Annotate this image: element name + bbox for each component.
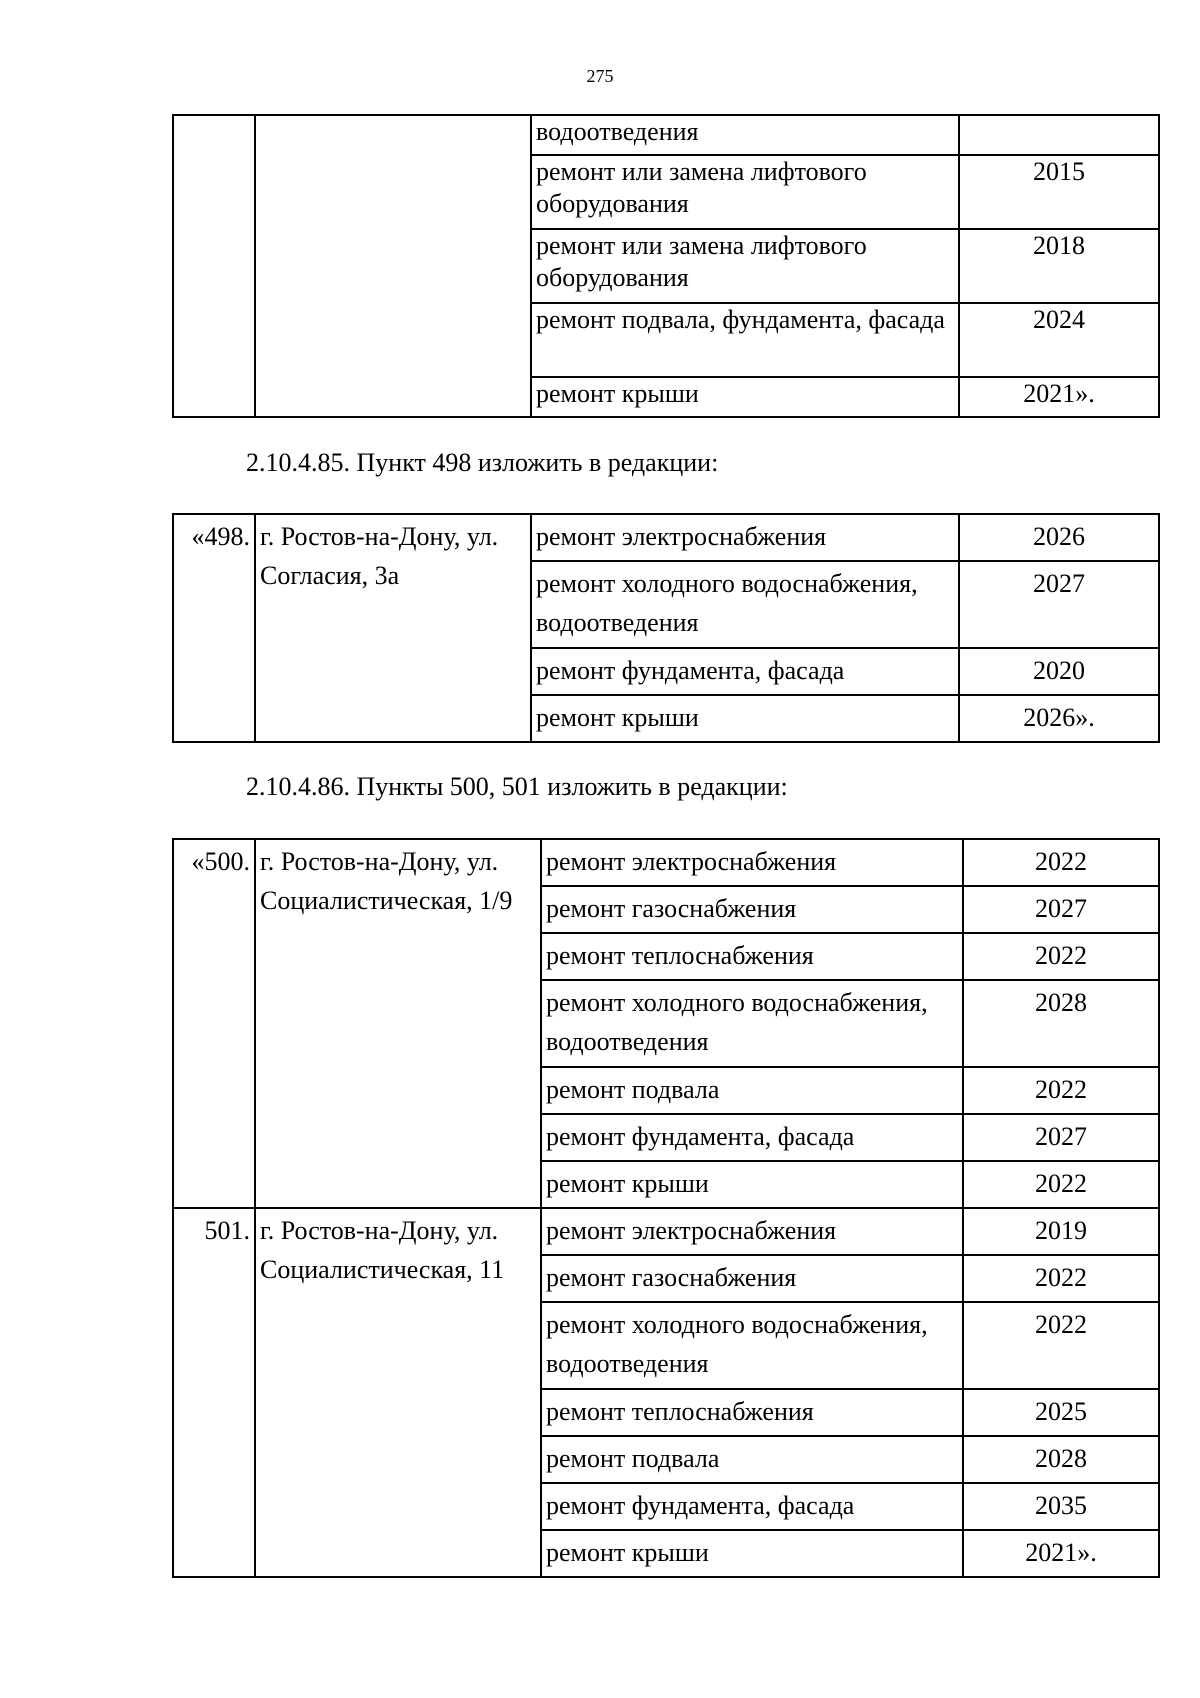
year-cell: 2021». — [963, 1530, 1159, 1577]
work-cell: ремонт холодного водоснабжения, водоотведения — [541, 1302, 963, 1389]
table-row — [173, 115, 1159, 155]
year-cell: 2022 — [963, 1067, 1159, 1114]
work-cell: ремонт фундамента, фасада — [541, 1114, 963, 1161]
work-cell: ремонт холодного водоснабжения, водоотведения — [531, 561, 959, 648]
work-cell: ремонт подвала — [541, 1436, 963, 1483]
year-cell: 2026 — [959, 514, 1159, 561]
address-cell: г. Ростов-на-Дону, ул. Социалистическая, 1/9 — [255, 839, 541, 1208]
work-cell: ремонт фундамента, фасада — [541, 1483, 963, 1530]
work-cell: ремонт фундамента, фасада — [531, 648, 959, 695]
year-cell: 2035 — [963, 1483, 1159, 1530]
item-number-cell: «500. — [173, 839, 255, 1208]
year-cell: 2022 — [963, 1161, 1159, 1208]
repair-table-continuation — [172, 114, 1160, 418]
page-number: 275 — [586, 66, 614, 86]
work-cell: ремонт или замена лифтового оборудования — [531, 155, 959, 229]
year-cell — [959, 115, 1159, 155]
year-cell: 2019 — [963, 1208, 1159, 1255]
year-cell: 2025 — [963, 1389, 1159, 1436]
year-cell: 2018 — [959, 229, 1159, 303]
year-cell: 2028 — [963, 1436, 1159, 1483]
work-cell: ремонт крыши — [541, 1530, 963, 1577]
work-cell: ремонт или замена лифтового оборудования — [531, 229, 959, 303]
work-cell: ремонт холодного водоснабжения, водоотведения — [541, 980, 963, 1067]
year-cell: 2022 — [963, 839, 1159, 886]
work-cell: ремонт крыши — [531, 695, 959, 742]
work-cell: ремонт газоснабжения — [541, 1255, 963, 1302]
table-row — [173, 1208, 1159, 1255]
work-cell: ремонт теплоснабжения — [541, 933, 963, 980]
paragraph-2-10-4-85: 2.10.4.85. Пункт 498 изложить в редакции: — [246, 448, 719, 477]
year-cell: 2027 — [959, 561, 1159, 648]
year-cell: 2022 — [963, 1302, 1159, 1389]
repair-table-498 — [172, 513, 1160, 743]
year-cell: 2024 — [959, 303, 1159, 377]
work-cell: ремонт подвала — [541, 1067, 963, 1114]
work-cell: ремонт крыши — [541, 1161, 963, 1208]
address-cell: г. Ростов-на-Дону, ул. Социалистическая, 11 — [255, 1208, 541, 1577]
work-cell: ремонт подвала, фундамента, фасада — [531, 303, 959, 377]
item-number-cell — [173, 115, 255, 417]
year-cell: 2021». — [959, 377, 1159, 417]
work-cell: ремонт электроснабжения — [541, 839, 963, 886]
work-cell: ремонт электроснабжения — [531, 514, 959, 561]
table-row — [173, 839, 1159, 886]
year-cell: 2022 — [963, 1255, 1159, 1302]
work-cell: ремонт теплоснабжения — [541, 1389, 963, 1436]
work-cell: ремонт электроснабжения — [541, 1208, 963, 1255]
work-cell: водоотведения — [531, 115, 959, 155]
work-cell: ремонт крыши — [531, 377, 959, 417]
item-number-cell: «498. — [173, 514, 255, 742]
year-cell: 2028 — [963, 980, 1159, 1067]
year-cell: 2022 — [963, 933, 1159, 980]
table-row — [173, 514, 1159, 561]
year-cell: 2027 — [963, 886, 1159, 933]
address-cell: г. Ростов-на-Дону, ул. Согласия, 3а — [255, 514, 531, 742]
work-cell: ремонт газоснабжения — [541, 886, 963, 933]
repair-table-500-501 — [172, 838, 1160, 1578]
item-number-cell: 501. — [173, 1208, 255, 1577]
year-cell: 2026». — [959, 695, 1159, 742]
year-cell: 2015 — [959, 155, 1159, 229]
paragraph-2-10-4-86: 2.10.4.86. Пункты 500, 501 изложить в редакции: — [246, 772, 788, 801]
year-cell: 2020 — [959, 648, 1159, 695]
year-cell: 2027 — [963, 1114, 1159, 1161]
address-cell — [255, 115, 531, 417]
